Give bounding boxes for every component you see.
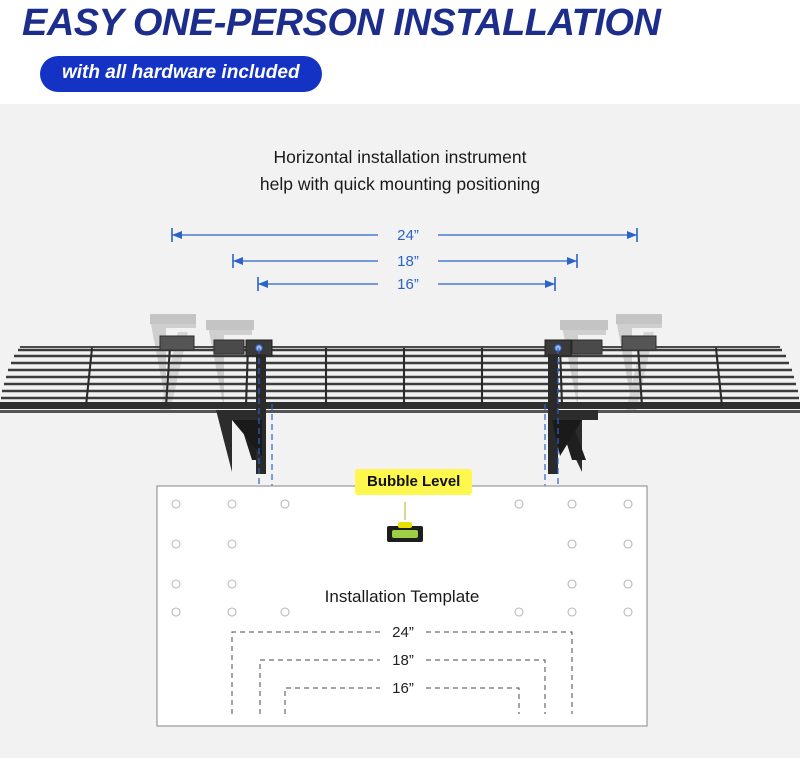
dimension-16 (258, 276, 555, 293)
header-banner (0, 0, 800, 104)
caption-line-1: Horizontal installation instrument (273, 147, 527, 167)
caption-line-2: help with quick mounting positioning (259, 174, 541, 194)
template-dimension-16-label: 16” (392, 680, 414, 697)
dimension-16-label: 16” (397, 276, 419, 293)
installation-template-title: Installation Template (324, 587, 480, 606)
bubble-level-label: Bubble Level (355, 469, 472, 495)
rack-shelf (0, 336, 800, 413)
dimension-18 (233, 253, 577, 270)
template-dimension-24-label: 24” (392, 624, 414, 641)
diagram-panel (0, 104, 800, 758)
dimension-18-label: 18” (397, 253, 419, 270)
page-title: EASY ONE-PERSON INSTALLATION (22, 2, 661, 44)
dimension-24-label: 24” (397, 227, 419, 244)
dimension-24 (172, 227, 637, 244)
template-dimension-18-label: 18” (392, 652, 414, 669)
installation-template (157, 486, 647, 726)
installation-illustration (0, 104, 800, 758)
hardware-included-badge: with all hardware included (40, 56, 322, 92)
